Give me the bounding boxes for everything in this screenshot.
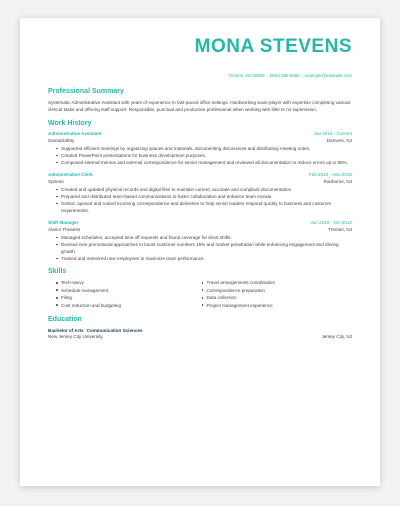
skills-column-left <box>61 279 207 309</box>
job-entry <box>48 220 352 262</box>
education-heading: Education <box>48 316 82 323</box>
contact-line <box>228 73 352 78</box>
job-bullets <box>48 145 352 166</box>
contact-separator: | <box>266 73 268 78</box>
resume-body <box>48 88 352 341</box>
job-bullet: Sorted, opened and routed incoming correspondence and deliveries to help senior leaders respond quickly to business and customer requirements. <box>61 200 352 214</box>
skills-column-right <box>207 279 353 309</box>
job-dates: Jun 2010 - Oct 2012 <box>310 220 352 225</box>
degree-field: Communication Sciences <box>86 328 143 333</box>
contact-email[interactable]: example@example.com <box>304 73 352 78</box>
skill-item: Correspondence preparation <box>207 287 353 295</box>
job-title: Administrative Clerk <box>48 172 93 177</box>
skill-item: Cost reduction and budgeting <box>61 302 207 310</box>
degree-line <box>48 327 352 334</box>
job-bullet: Managed schedules, accepted time off requests and found coverage for short shifts. <box>61 234 352 241</box>
candidate-name: MONA STEVENS <box>194 36 352 57</box>
job-company: Alamo Theatres <box>48 226 81 232</box>
job-bullets <box>48 186 352 214</box>
skills-heading: Skills <box>48 268 67 275</box>
job-location: Trenton, NJ <box>328 226 352 232</box>
summary-text: Systematic Administrative Assistant with years of experience in fast-paced office settings. Hardworking team-player with expertise completing various clerical tasks and offering staff support. Responsible, punctual and productive professional when working with little to no supervision. <box>48 100 351 112</box>
job-bullet: Composed internal memos and external correspondence for senior management and reviewed all documentation to reduce errors up to 85%. <box>61 159 352 166</box>
job-location: Ranburne, NJ <box>323 178 352 184</box>
job-bullet: Devised new promotional approaches to boost customer numbers 15% and market penetration while enhancing engagement and driving growth. <box>61 241 352 255</box>
skill-item: Schedule management <box>61 287 207 295</box>
job-bullet: Created PowerPoint presentations for business development purposes. <box>61 152 352 159</box>
job-location: Danvers, NJ <box>326 137 352 143</box>
job-title: Shift Manager <box>48 220 79 225</box>
job-subheader <box>48 227 352 234</box>
job-bullet: Trained and mentored new employees to maximize team performance. <box>61 255 352 262</box>
work-history-heading: Work History <box>48 120 92 127</box>
contact-separator: | <box>301 73 303 78</box>
contact-city: Trenton, NJ 08609 <box>228 73 265 78</box>
job-dates: Feb 2013 - Nov 2015 <box>308 172 352 177</box>
job-subheader <box>48 179 352 186</box>
job-bullet: Supported efficient meetings by organizing spaces and materials, documenting discussions and distributing meeting notes. <box>61 145 352 152</box>
job-dates: Jan 2016 - Current <box>313 131 352 136</box>
resume-page <box>20 18 380 486</box>
skill-item: Data collection <box>207 294 353 302</box>
job-entry <box>48 131 352 166</box>
degree-name: Bachelor of Arts <box>48 328 84 333</box>
school-name: New Jersey City University <box>48 334 103 339</box>
job-bullets <box>48 234 352 262</box>
skill-item: Travel arrangements coordination <box>207 279 353 287</box>
job-bullet: Created and updated physical records and digital files to maintain current, accurate and compliant documentation. <box>61 186 352 193</box>
job-title: Administrative Assistant <box>48 131 102 136</box>
school-location: Jersey City, NJ <box>321 334 352 339</box>
job-company: Spireon <box>48 178 64 184</box>
summary-heading: Professional Summary <box>48 88 124 95</box>
skills-list <box>48 279 352 309</box>
contact-phone: (555) 555-5555 <box>269 73 300 78</box>
skill-item: Tech-savvy <box>61 279 207 287</box>
job-bullet: Prepared and distributed team-based communications to foster collaboration and enhance team morale. <box>61 193 352 200</box>
school-line <box>48 334 352 341</box>
job-entry <box>48 172 352 214</box>
job-company: SamtaSafety <box>48 137 75 143</box>
skill-item: Project management experience <box>207 302 353 310</box>
skill-item: Filing <box>61 294 207 302</box>
job-subheader <box>48 138 352 145</box>
